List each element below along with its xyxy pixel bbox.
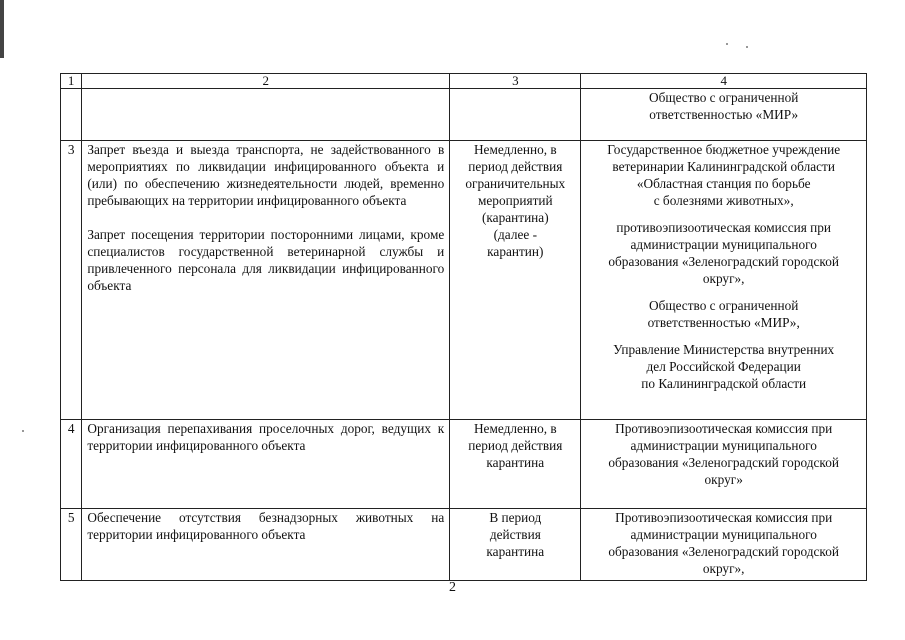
responsible-cell [581,89,867,141]
responsible-org [586,297,861,331]
responsible-line: администрации муниципального [630,527,817,542]
term-line: (далее - [493,227,538,242]
term-cell [450,89,581,141]
responsible-line: дел Российской Федерации [646,359,801,374]
table-row-4 [61,420,867,509]
term-line: Немедленно, в [473,142,557,157]
term-cell [450,509,581,581]
responsible-line: Государственное бюджетное учреждение [607,142,841,157]
table-row-5 [61,509,867,581]
responsible-cell [581,420,867,509]
responsible-org [586,141,861,209]
row-number-cell [61,89,82,141]
term-line: ограничительных [465,176,566,191]
header-col-4: 4 [581,74,867,89]
term-line: карантина [486,544,545,559]
responsible-line: Противоэпизоотическая комиссия при [615,510,833,525]
term-cell [450,420,581,509]
scan-speck [726,43,728,45]
term-line: мероприятий [477,193,553,208]
header-col-1: 1 [61,74,82,89]
term-line: В период [489,510,542,525]
responsible-line: «Областная станция по борьбе [636,176,811,191]
measure-text: Запрет въезда и выезда транспорта, не задействованного в мероприятиях по ликвидации инфицированного объекта и (или) по обеспечению жизнедеятельности людей, временно пребывающих на территории инфицированного объекта [87,142,445,208]
responsible-line: ветеринарии Калининградской области [612,159,835,174]
measure-cell [82,420,450,509]
term-line: карантина [486,455,545,470]
measure-cell [82,509,450,581]
responsible-line: округ», [702,271,745,286]
term-cell [450,141,581,420]
responsible-line: образования «Зеленоградский городской [608,254,839,269]
measure-cell [82,89,450,141]
header-col-2: 2 [82,74,450,89]
responsible-line: образования «Зеленоградский городской [608,455,839,470]
responsible-cell [581,141,867,420]
scan-speck [746,46,748,48]
responsible-org [586,219,861,287]
responsible-line: с болезнями животных», [653,193,794,208]
responsible-line: администрации муниципального [630,237,817,252]
table-row-3 [61,141,867,420]
term-line: (карантина) [482,210,549,225]
term-line: Немедленно, в [473,421,557,436]
responsible-line: округ» [704,472,743,487]
responsible-line: округ», [702,561,745,576]
scan-edge-mark [0,0,4,58]
responsible-line: ответственностью «МИР», [647,315,800,330]
table-header-row [61,74,867,89]
scan-speck [22,430,24,432]
responsible-line: по Калининградской области [641,376,807,391]
row-number: 5 [61,509,82,581]
responsible-org [586,341,861,392]
page-number: 2 [449,580,456,595]
measures-table [60,73,867,581]
term-line: действия [489,527,541,542]
term-line: период действия [468,438,563,453]
responsible-line: образования «Зеленоградский городской [608,544,839,559]
measure-text: Запрет посещения территории посторонними лицами, кроме специалистов государственной ветеринарной службы и привлеченного персонала для ликвидации инфицированного объекта [87,227,445,293]
responsible-cell [581,509,867,581]
responsible-line: администрации муниципального [630,438,817,453]
responsible-line: противоэпизоотическая комиссия при [616,220,832,235]
responsible-line: Общество с ограниченной [648,298,799,313]
responsible-line: Общество с ограниченной [648,90,799,105]
term-line: период действия [468,159,563,174]
measure-text: Организация перепахивания проселочных дорог, ведущих к территории инфицированного объекта [87,421,445,453]
row-number: 4 [61,420,82,509]
term-line: карантин) [487,244,544,259]
header-col-3: 3 [450,74,581,89]
measure-cell [82,141,450,420]
responsible-line: Управление Министерства внутренних [613,342,835,357]
measure-text: Обеспечение отсутствия безнадзорных животных на территории инфицированного объекта [87,510,445,542]
responsible-line: Противоэпизоотическая комиссия при [615,421,833,436]
responsible-line: ответственностью «МИР» [649,107,799,122]
table-row-continuation [61,89,867,141]
row-number: 3 [61,141,82,420]
